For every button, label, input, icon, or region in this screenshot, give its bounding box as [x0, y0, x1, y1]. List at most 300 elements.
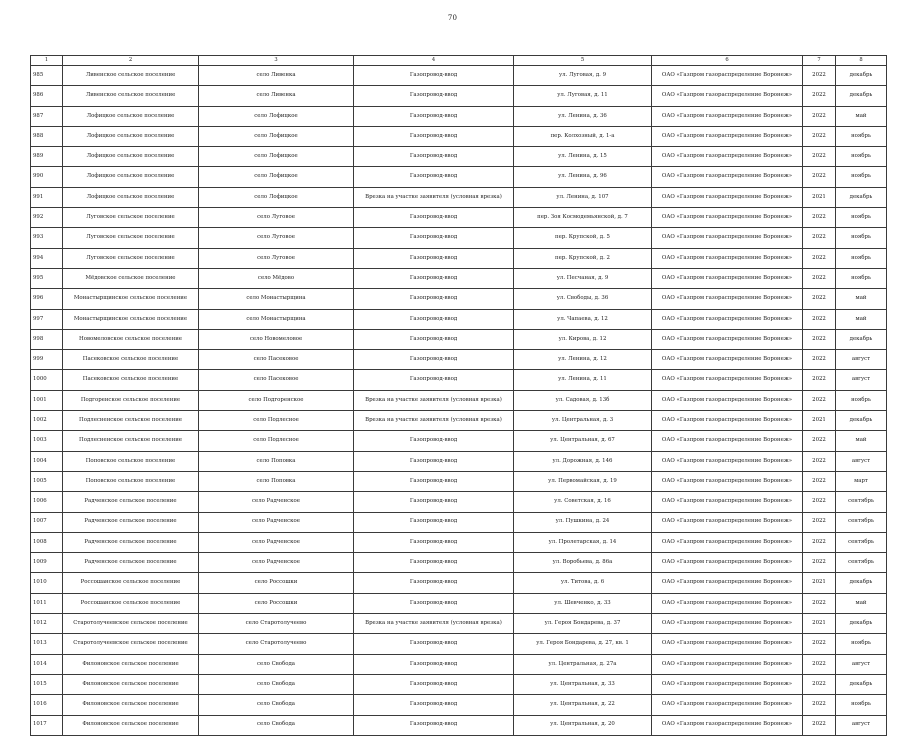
table-row	[31, 350, 887, 370]
row-number: 989	[31, 147, 63, 167]
settlement-cell: Подгоренское сельское поселение	[63, 390, 199, 410]
object-cell: Газопровод-ввод	[354, 167, 514, 187]
row-number: 998	[31, 329, 63, 349]
row-number: 1010	[31, 573, 63, 593]
row-number: 996	[31, 289, 63, 309]
locality-cell: село Радченское	[199, 512, 354, 532]
address-cell: ул. Воробьева, д. 86а	[514, 553, 652, 573]
year-cell: 2022	[803, 309, 836, 329]
organization-cell: ОАО «Газпром газораспределение Воронеж»	[652, 167, 803, 187]
locality-cell: село Поповка	[199, 451, 354, 471]
locality-cell: село Подлесное	[199, 431, 354, 451]
month-cell: ноябрь	[836, 695, 887, 715]
month-cell: ноябрь	[836, 126, 887, 146]
locality-cell: село Луговое	[199, 208, 354, 228]
organization-cell: ОАО «Газпром газораспределение Воронеж»	[652, 147, 803, 167]
table-row	[31, 654, 887, 674]
organization-cell: ОАО «Газпром газораспределение Воронеж»	[652, 350, 803, 370]
table-row	[31, 106, 887, 126]
address-cell: ул. Героя Бондарева, д. 37	[514, 614, 652, 634]
month-cell: май	[836, 593, 887, 613]
year-cell: 2021	[803, 411, 836, 431]
row-number: 1017	[31, 715, 63, 735]
month-cell: ноябрь	[836, 634, 887, 654]
row-number: 985	[31, 66, 63, 86]
table-row	[31, 370, 887, 390]
table-row	[31, 695, 887, 715]
month-cell: сентябрь	[836, 512, 887, 532]
object-cell: Врезка на участке заявителя (условная врезка)	[354, 411, 514, 431]
object-cell: Газопровод-ввод	[354, 66, 514, 86]
row-number: 1004	[31, 451, 63, 471]
address-cell: ул. Центральная, д. 33	[514, 674, 652, 694]
locality-cell: село Новомеловое	[199, 329, 354, 349]
month-cell: май	[836, 106, 887, 126]
month-cell: сентябрь	[836, 532, 887, 552]
object-cell: Газопровод-ввод	[354, 431, 514, 451]
address-cell: ул. Центральная, д. 67	[514, 431, 652, 451]
year-cell: 2022	[803, 471, 836, 491]
year-cell: 2022	[803, 390, 836, 410]
row-number: 1015	[31, 674, 63, 694]
year-cell: 2022	[803, 512, 836, 532]
address-cell: ул. Центральная, д. 20	[514, 715, 652, 735]
settlement-cell: Лофицкое сельское поселение	[63, 167, 199, 187]
settlement-cell: Филоновское сельское поселение	[63, 654, 199, 674]
address-cell: ул. Шевченко, д. 33	[514, 593, 652, 613]
address-cell: ул. Советская, д. 16	[514, 492, 652, 512]
locality-cell: село Подлесное	[199, 411, 354, 431]
column-number: 4	[354, 56, 514, 66]
locality-cell: село Радченское	[199, 532, 354, 552]
row-number: 991	[31, 187, 63, 207]
address-cell: ул. Героя Бондарева, д. 27, кв. 1	[514, 634, 652, 654]
year-cell: 2022	[803, 654, 836, 674]
row-number: 992	[31, 208, 63, 228]
organization-cell: ОАО «Газпром газораспределение Воронеж»	[652, 248, 803, 268]
object-cell: Газопровод-ввод	[354, 695, 514, 715]
locality-cell: село Пасековое	[199, 350, 354, 370]
year-cell: 2022	[803, 208, 836, 228]
organization-cell: ОАО «Газпром газораспределение Воронеж»	[652, 208, 803, 228]
address-cell: ул. Пролетарская, д. 14	[514, 532, 652, 552]
organization-cell: ОАО «Газпром газораспределение Воронеж»	[652, 66, 803, 86]
address-cell: ул. Свободы, д. 36	[514, 289, 652, 309]
settlement-cell: Филоновское сельское поселение	[63, 674, 199, 694]
address-cell: ул. Первомайская, д. 19	[514, 471, 652, 491]
row-number: 986	[31, 86, 63, 106]
table-row	[31, 268, 887, 288]
month-cell: декабрь	[836, 187, 887, 207]
address-cell: ул. Песчаная, д. 9	[514, 268, 652, 288]
locality-cell: село Свобода	[199, 654, 354, 674]
address-cell: ул. Титова, д. 6	[514, 573, 652, 593]
month-cell: ноябрь	[836, 228, 887, 248]
column-number: 2	[63, 56, 199, 66]
column-number-row	[31, 56, 887, 66]
settlement-cell: Луговское сельское поселение	[63, 208, 199, 228]
locality-cell: село Свобода	[199, 695, 354, 715]
year-cell: 2022	[803, 451, 836, 471]
settlement-cell: Новомеловское сельское поселение	[63, 329, 199, 349]
settlement-cell: Мёдовское сельское поселение	[63, 268, 199, 288]
settlement-cell: Филоновское сельское поселение	[63, 695, 199, 715]
object-cell: Газопровод-ввод	[354, 228, 514, 248]
organization-cell: ОАО «Газпром газораспределение Воронеж»	[652, 411, 803, 431]
organization-cell: ОАО «Газпром газораспределение Воронеж»	[652, 695, 803, 715]
year-cell: 2022	[803, 106, 836, 126]
locality-cell: село Лофицкое	[199, 126, 354, 146]
organization-cell: ОАО «Газпром газораспределение Воронеж»	[652, 492, 803, 512]
address-cell: ул. Центральная, д. 27а	[514, 654, 652, 674]
year-cell: 2021	[803, 187, 836, 207]
column-number: 1	[31, 56, 63, 66]
settlement-cell: Радченское сельское поселение	[63, 492, 199, 512]
table-row	[31, 390, 887, 410]
locality-cell: село Луговое	[199, 228, 354, 248]
settlement-cell: Россошанское сельское поселение	[63, 573, 199, 593]
month-cell: август	[836, 370, 887, 390]
address-cell: ул. Ленина, д. 12	[514, 350, 652, 370]
table-row	[31, 411, 887, 431]
object-cell: Газопровод-ввод	[354, 126, 514, 146]
organization-cell: ОАО «Газпром газораспределение Воронеж»	[652, 390, 803, 410]
table-row	[31, 329, 887, 349]
organization-cell: ОАО «Газпром газораспределение Воронеж»	[652, 329, 803, 349]
table-row	[31, 674, 887, 694]
organization-cell: ОАО «Газпром газораспределение Воронеж»	[652, 532, 803, 552]
object-cell: Газопровод-ввод	[354, 370, 514, 390]
object-cell: Газопровод-ввод	[354, 553, 514, 573]
object-cell: Газопровод-ввод	[354, 634, 514, 654]
table-row	[31, 167, 887, 187]
month-cell: декабрь	[836, 614, 887, 634]
settlement-cell: Пасековское сельское поселение	[63, 370, 199, 390]
organization-cell: ОАО «Газпром газораспределение Воронеж»	[652, 634, 803, 654]
table-row	[31, 593, 887, 613]
organization-cell: ОАО «Газпром газораспределение Воронеж»	[652, 86, 803, 106]
table-row	[31, 614, 887, 634]
settlement-cell: Радченское сельское поселение	[63, 512, 199, 532]
locality-cell: село Поповка	[199, 471, 354, 491]
locality-cell: село Старотолучеево	[199, 614, 354, 634]
settlement-cell: Лофицкое сельское поселение	[63, 126, 199, 146]
address-cell: ул. Центральная, д. 22	[514, 695, 652, 715]
month-cell: ноябрь	[836, 390, 887, 410]
object-cell: Газопровод-ввод	[354, 573, 514, 593]
object-cell: Газопровод-ввод	[354, 715, 514, 735]
month-cell: август	[836, 654, 887, 674]
row-number: 999	[31, 350, 63, 370]
locality-cell: село Лофицкое	[199, 106, 354, 126]
settlement-cell: Монастырщинское сельское поселение	[63, 289, 199, 309]
month-cell: сентябрь	[836, 553, 887, 573]
year-cell: 2022	[803, 553, 836, 573]
row-number: 1003	[31, 431, 63, 451]
locality-cell: село Монастырщина	[199, 289, 354, 309]
year-cell: 2022	[803, 86, 836, 106]
locality-cell: село Луговое	[199, 248, 354, 268]
organization-cell: ОАО «Газпром газораспределение Воронеж»	[652, 512, 803, 532]
table-row	[31, 634, 887, 654]
object-cell: Газопровод-ввод	[354, 532, 514, 552]
row-number: 987	[31, 106, 63, 126]
settlement-cell: Россошанское сельское поселение	[63, 593, 199, 613]
address-cell: пер. Крупской, д. 5	[514, 228, 652, 248]
address-cell: ул. Ленина, д. 15	[514, 147, 652, 167]
address-cell: ул. Ленина, д. 11	[514, 370, 652, 390]
year-cell: 2022	[803, 370, 836, 390]
month-cell: ноябрь	[836, 147, 887, 167]
settlement-cell: Радченское сельское поселение	[63, 532, 199, 552]
object-cell: Газопровод-ввод	[354, 471, 514, 491]
year-cell: 2022	[803, 289, 836, 309]
locality-cell: село Россошки	[199, 593, 354, 613]
organization-cell: ОАО «Газпром газораспределение Воронеж»	[652, 106, 803, 126]
object-cell: Газопровод-ввод	[354, 86, 514, 106]
address-cell: ул. Садовая, д. 13б	[514, 390, 652, 410]
address-cell: ул. Кирова, д. 12	[514, 329, 652, 349]
locality-cell: село Лофицкое	[199, 187, 354, 207]
settlement-cell: Радченское сельское поселение	[63, 553, 199, 573]
month-cell: май	[836, 309, 887, 329]
table-row	[31, 471, 887, 491]
year-cell: 2022	[803, 66, 836, 86]
settlement-cell: Поповское сельское поселение	[63, 451, 199, 471]
table-row	[31, 553, 887, 573]
row-number: 1001	[31, 390, 63, 410]
month-cell: август	[836, 715, 887, 735]
object-cell: Газопровод-ввод	[354, 492, 514, 512]
locality-cell: село Пасековое	[199, 370, 354, 390]
locality-cell: село Ливенка	[199, 86, 354, 106]
organization-cell: ОАО «Газпром газораспределение Воронеж»	[652, 309, 803, 329]
row-number: 1000	[31, 370, 63, 390]
address-cell: пер. Крупской, д. 2	[514, 248, 652, 268]
locality-cell: село Подгоренское	[199, 390, 354, 410]
page-number: 70	[447, 14, 458, 22]
settlement-cell: Луговское сельское поселение	[63, 228, 199, 248]
year-cell: 2022	[803, 715, 836, 735]
address-cell: пер. Зоя Космодемьянской, д. 7	[514, 208, 652, 228]
year-cell: 2022	[803, 593, 836, 613]
object-cell: Врезка на участке заявителя (условная врезка)	[354, 614, 514, 634]
month-cell: ноябрь	[836, 167, 887, 187]
object-cell: Газопровод-ввод	[354, 147, 514, 167]
object-cell: Врезка на участке заявителя (условная врезка)	[354, 187, 514, 207]
row-number: 1014	[31, 654, 63, 674]
locality-cell: село Свобода	[199, 674, 354, 694]
month-cell: декабрь	[836, 674, 887, 694]
table-row	[31, 228, 887, 248]
table-row	[31, 431, 887, 451]
settlement-cell: Лофицкое сельское поселение	[63, 147, 199, 167]
table-row	[31, 492, 887, 512]
row-number: 1002	[31, 411, 63, 431]
column-number: 5	[514, 56, 652, 66]
column-number: 8	[836, 56, 887, 66]
column-number: 3	[199, 56, 354, 66]
row-number: 1007	[31, 512, 63, 532]
organization-cell: ОАО «Газпром газораспределение Воронеж»	[652, 268, 803, 288]
row-number: 1006	[31, 492, 63, 512]
year-cell: 2022	[803, 634, 836, 654]
object-cell: Газопровод-ввод	[354, 593, 514, 613]
table-row	[31, 86, 887, 106]
settlement-cell: Ливенское сельское поселение	[63, 66, 199, 86]
table-row	[31, 147, 887, 167]
year-cell: 2021	[803, 614, 836, 634]
row-number: 995	[31, 268, 63, 288]
locality-cell: село Лофицкое	[199, 167, 354, 187]
address-cell: ул. Луговая, д. 9	[514, 66, 652, 86]
year-cell: 2022	[803, 532, 836, 552]
table-row	[31, 715, 887, 735]
row-number: 1013	[31, 634, 63, 654]
year-cell: 2021	[803, 573, 836, 593]
organization-cell: ОАО «Газпром газораспределение Воронеж»	[652, 187, 803, 207]
month-cell: декабрь	[836, 66, 887, 86]
year-cell: 2022	[803, 248, 836, 268]
organization-cell: ОАО «Газпром газораспределение Воронеж»	[652, 573, 803, 593]
organization-cell: ОАО «Газпром газораспределение Воронеж»	[652, 593, 803, 613]
table-row	[31, 532, 887, 552]
address-cell: ул. Центральная, д. 3	[514, 411, 652, 431]
month-cell: сентябрь	[836, 492, 887, 512]
organization-cell: ОАО «Газпром газораспределение Воронеж»	[652, 654, 803, 674]
row-number: 1005	[31, 471, 63, 491]
month-cell: март	[836, 471, 887, 491]
organization-cell: ОАО «Газпром газораспределение Воронеж»	[652, 715, 803, 735]
year-cell: 2022	[803, 268, 836, 288]
table-row	[31, 289, 887, 309]
month-cell: ноябрь	[836, 208, 887, 228]
column-number: 7	[803, 56, 836, 66]
address-cell: ул. Дорожная, д. 146	[514, 451, 652, 471]
year-cell: 2022	[803, 126, 836, 146]
year-cell: 2022	[803, 329, 836, 349]
object-cell: Газопровод-ввод	[354, 350, 514, 370]
settlement-cell: Подлесненское сельское поселение	[63, 411, 199, 431]
month-cell: декабрь	[836, 86, 887, 106]
year-cell: 2022	[803, 147, 836, 167]
table-row	[31, 573, 887, 593]
table-row	[31, 208, 887, 228]
month-cell: август	[836, 350, 887, 370]
row-number: 1011	[31, 593, 63, 613]
organization-cell: ОАО «Газпром газораспределение Воронеж»	[652, 228, 803, 248]
organization-cell: ОАО «Газпром газораспределение Воронеж»	[652, 289, 803, 309]
object-cell: Врезка на участке заявителя (условная врезка)	[354, 390, 514, 410]
organization-cell: ОАО «Газпром газораспределение Воронеж»	[652, 553, 803, 573]
locality-cell: село Монастырщина	[199, 309, 354, 329]
address-cell: ул. Луговая, д. 11	[514, 86, 652, 106]
settlement-cell: Лофицкое сельское поселение	[63, 106, 199, 126]
address-cell: ул. Пушкина, д. 24	[514, 512, 652, 532]
row-number: 994	[31, 248, 63, 268]
locality-cell: село Ливенка	[199, 66, 354, 86]
object-cell: Газопровод-ввод	[354, 654, 514, 674]
settlement-cell: Подлесненское сельское поселение	[63, 431, 199, 451]
row-number: 1008	[31, 532, 63, 552]
row-number: 1012	[31, 614, 63, 634]
row-number: 988	[31, 126, 63, 146]
month-cell: август	[836, 451, 887, 471]
month-cell: ноябрь	[836, 248, 887, 268]
object-cell: Газопровод-ввод	[354, 309, 514, 329]
year-cell: 2022	[803, 695, 836, 715]
object-cell: Газопровод-ввод	[354, 106, 514, 126]
table-row	[31, 187, 887, 207]
settlement-cell: Старотолучеевское сельское поселение	[63, 614, 199, 634]
object-cell: Газопровод-ввод	[354, 512, 514, 532]
object-cell: Газопровод-ввод	[354, 248, 514, 268]
row-number: 990	[31, 167, 63, 187]
row-number: 1009	[31, 553, 63, 573]
settlement-cell: Ливенское сельское поселение	[63, 86, 199, 106]
year-cell: 2022	[803, 431, 836, 451]
object-cell: Газопровод-ввод	[354, 289, 514, 309]
settlement-cell: Монастырщинское сельское поселение	[63, 309, 199, 329]
object-cell: Газопровод-ввод	[354, 268, 514, 288]
table-row	[31, 248, 887, 268]
year-cell: 2022	[803, 167, 836, 187]
locality-cell: село Радченское	[199, 492, 354, 512]
organization-cell: ОАО «Газпром газораспределение Воронеж»	[652, 674, 803, 694]
table-body	[31, 66, 887, 736]
year-cell: 2022	[803, 674, 836, 694]
table-row	[31, 126, 887, 146]
organization-cell: ОАО «Газпром газораспределение Воронеж»	[652, 471, 803, 491]
address-cell: ул. Ленина, д. 96	[514, 167, 652, 187]
settlement-cell: Луговское сельское поселение	[63, 248, 199, 268]
organization-cell: ОАО «Газпром газораспределение Воронеж»	[652, 370, 803, 390]
month-cell: декабрь	[836, 573, 887, 593]
table-row	[31, 66, 887, 86]
row-number: 1016	[31, 695, 63, 715]
address-cell: ул. Чапаева, д. 12	[514, 309, 652, 329]
organization-cell: ОАО «Газпром газораспределение Воронеж»	[652, 126, 803, 146]
locality-cell: село Свобода	[199, 715, 354, 735]
object-cell: Газопровод-ввод	[354, 451, 514, 471]
row-number: 993	[31, 228, 63, 248]
column-number: 6	[652, 56, 803, 66]
locality-cell: село Старотолучеево	[199, 634, 354, 654]
table-row	[31, 512, 887, 532]
month-cell: май	[836, 431, 887, 451]
locality-cell: село Лофицкое	[199, 147, 354, 167]
object-cell: Газопровод-ввод	[354, 329, 514, 349]
locality-cell: село Мёдово	[199, 268, 354, 288]
address-cell: пер. Колхозный, д. 1-а	[514, 126, 652, 146]
locality-cell: село Радченское	[199, 553, 354, 573]
year-cell: 2022	[803, 350, 836, 370]
object-cell: Газопровод-ввод	[354, 674, 514, 694]
table-row	[31, 451, 887, 471]
organization-cell: ОАО «Газпром газораспределение Воронеж»	[652, 451, 803, 471]
locality-cell: село Россошки	[199, 573, 354, 593]
month-cell: ноябрь	[836, 268, 887, 288]
settlement-cell: Лофицкое сельское поселение	[63, 187, 199, 207]
month-cell: декабрь	[836, 411, 887, 431]
address-cell: ул. Ленина, д. 36	[514, 106, 652, 126]
month-cell: май	[836, 289, 887, 309]
settlement-cell: Пасековское сельское поселение	[63, 350, 199, 370]
month-cell: декабрь	[836, 329, 887, 349]
address-cell: ул. Ленина, д. 107	[514, 187, 652, 207]
settlement-cell: Поповское сельское поселение	[63, 471, 199, 491]
organization-cell: ОАО «Газпром газораспределение Воронеж»	[652, 431, 803, 451]
